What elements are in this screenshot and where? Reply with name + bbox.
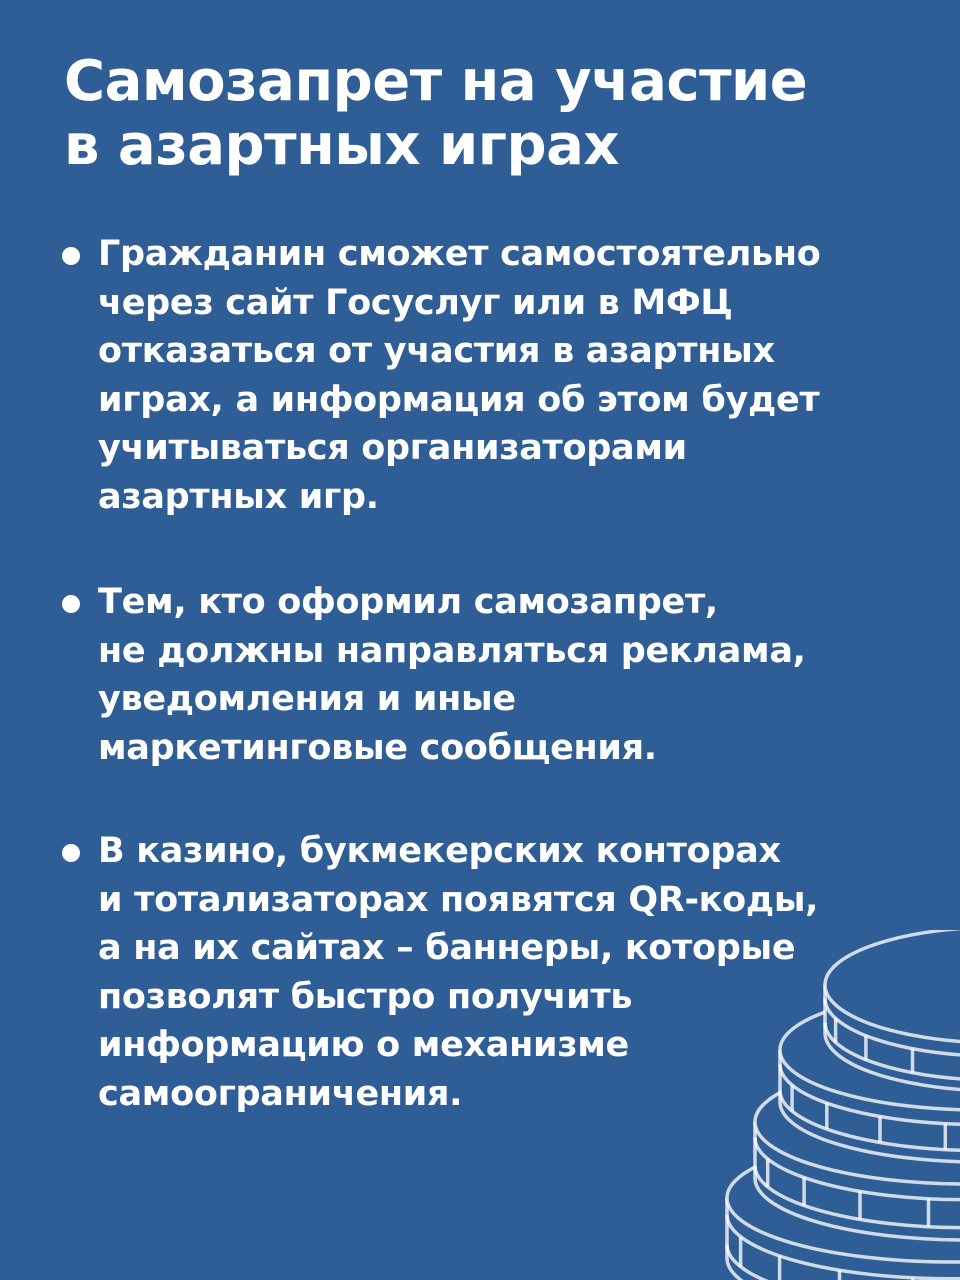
bullet-dot-icon [62, 595, 80, 613]
text-line: самоограничения. [98, 1073, 463, 1114]
text-line: играх, а информация об этом будет [98, 379, 820, 420]
bullet-text [98, 230, 908, 521]
text-line: учитываться организаторами [98, 428, 687, 468]
text-line: уведомления и иные [98, 679, 516, 719]
coin-stack-icon [720, 930, 960, 1280]
text-line: через сайт Госуслуг или в МФЦ [98, 282, 733, 323]
text-line: а на их сайтах – баннеры, которые [98, 928, 796, 968]
title-line: в азартных играх [64, 113, 620, 178]
text-line: Гражданин сможет самостоятельно [98, 234, 821, 274]
title-line: Самозапрет на участие [64, 49, 808, 114]
text-line: азартных игр. [98, 476, 379, 517]
text-line: позволят быстро получить [98, 976, 633, 1017]
text-line: отказаться от участия в азартных [98, 331, 775, 371]
text-line: не должны направляться реклама, [98, 630, 806, 671]
text-line: маркетинговые сообщения. [98, 727, 657, 768]
text-line: и тотализаторах появятся QR-коды, [98, 879, 819, 920]
text-line: В казино, букмекерских конторах [98, 831, 781, 871]
bullet-text [98, 578, 908, 772]
text-line: информацию о механизме [98, 1025, 629, 1065]
bullet-dot-icon [62, 844, 80, 862]
text-line: Тем, кто оформил самозапрет, [98, 582, 718, 622]
page-title [64, 50, 924, 178]
bullet-dot-icon [62, 247, 80, 265]
